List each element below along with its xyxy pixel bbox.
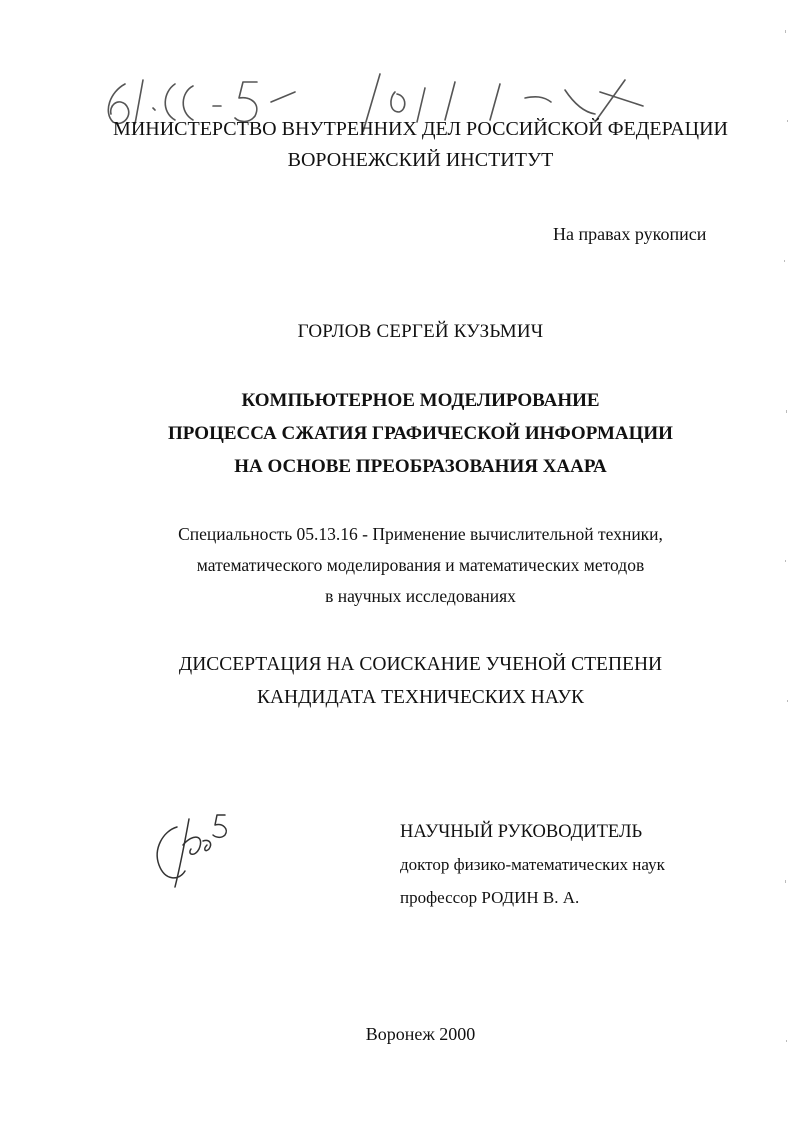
city-year: Воронеж 2000 (365, 1024, 476, 1044)
specialty-line: математического моделирования и математических методов (196, 555, 645, 575)
specialty-line: в научных исследованиях (325, 586, 516, 606)
title-line: НА ОСНОВЕ ПРЕОБРАЗОВАНИЯ ХААРА (234, 456, 607, 477)
title-line: КОМПЬЮТЕРНОЕ МОДЕЛИРОВАНИЕ (241, 390, 600, 411)
institute-name: ВОРОНЕЖСКИЙ ИНСТИТУТ (287, 149, 554, 171)
scan-edge-marks (775, 0, 793, 1122)
specialty-line: Специальность 05.13.16 - Применение вычислительной техники, (178, 524, 663, 544)
degree-line: КАНДИДАТА ТЕХНИЧЕСКИХ НАУК (256, 687, 585, 708)
ministry-name: МИНИСТЕРСТВО ВНУТРЕННИХ ДЕЛ РОССИЙСКОЙ ФЕДЕРАЦИИ (113, 118, 728, 140)
supervisor-degree: доктор физико-математических наук (400, 855, 665, 874)
supervisor-heading: НАУЧНЫЙ РУКОВОДИТЕЛЬ (400, 822, 643, 842)
signature-mark (145, 805, 245, 890)
title-line: ПРОЦЕССА СЖАТИЯ ГРАФИЧЕСКОЙ ИНФОРМАЦИИ (168, 423, 673, 444)
degree-line: ДИССЕРТАЦИЯ НА СОИСКАНИЕ УЧЕНОЙ СТЕПЕНИ (178, 654, 663, 675)
rights-note: На правах рукописи (553, 224, 707, 244)
supervisor-name: профессор РОДИН В. А. (400, 888, 580, 907)
author-name: ГОРЛОВ СЕРГЕЙ КУЗЬМИЧ (297, 321, 544, 342)
